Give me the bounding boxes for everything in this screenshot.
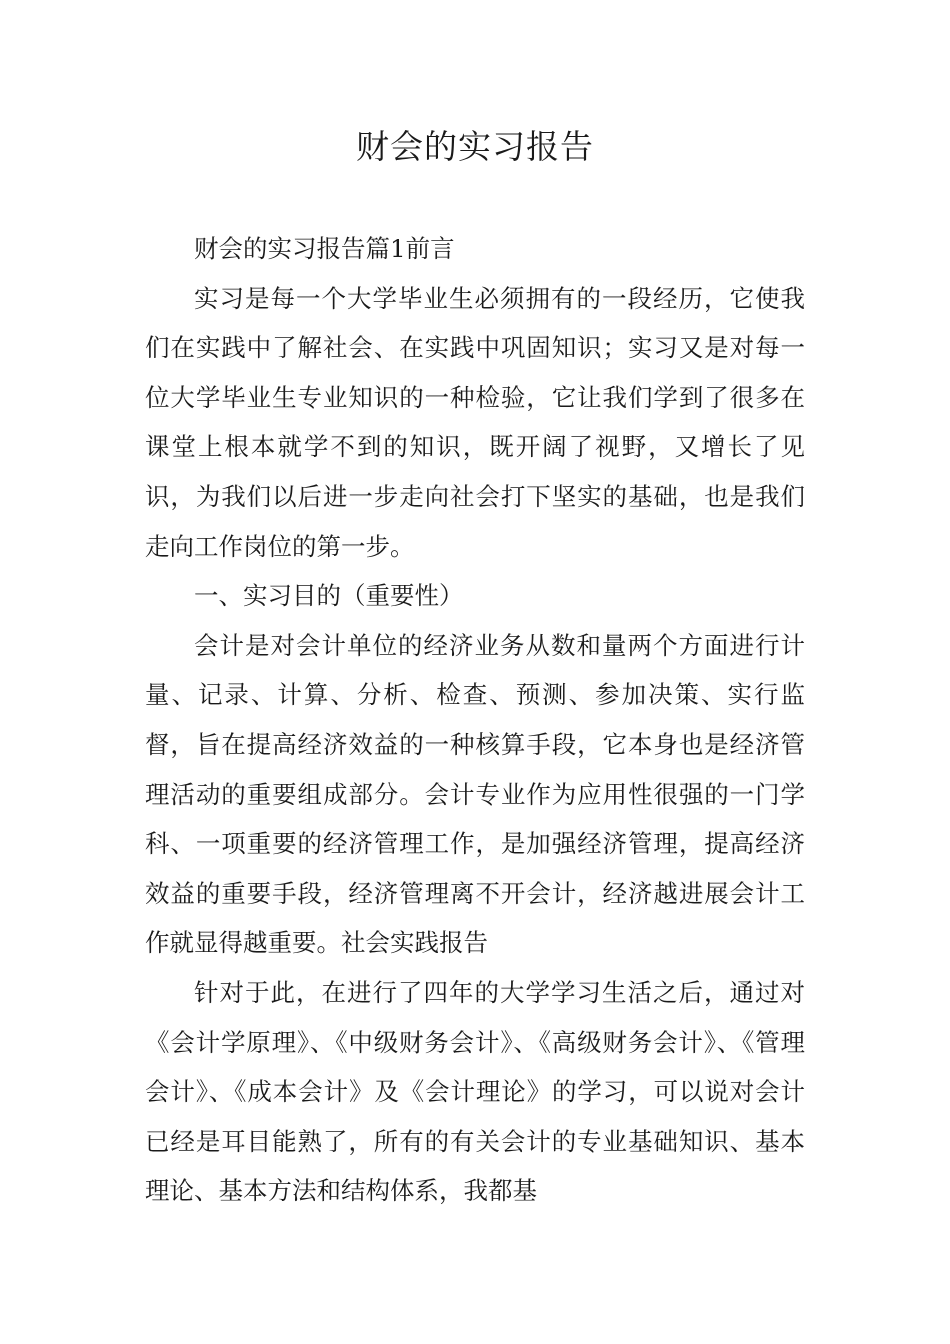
document-title: 财会的实习报告 xyxy=(356,127,594,166)
paragraph-accounting-definition: 会计是对会计单位的经济业务从数和量两个方面进行计量、记录、计算、分析、检查、预测、参加决策、实行监督，旨在提高经济效益的一种核算手段，它本身也是经济管理活动的重要组成部分。会计专业作为应用性很强的一门学科、一项重要的经济管理工作，是加强经济管理，提高经济效益的重要手段，经济管理离不开会计，经济越进展会计工作就显得越重要。社会实践报告 xyxy=(145,630,805,958)
paragraph-study-summary: 针对于此，在进行了四年的大学学习生活之后，通过对《会计学原理》、《中级财务会计》、《高级财务会计》、《管理会计》、《成本会计》及《会计理论》的学习，可以说对会计已经是耳目能熟了，所有的有关会计的专业基础知识、基本理论、基本方法和结构体系，我都基 xyxy=(145,977,805,1206)
document-body xyxy=(145,224,805,1216)
paragraph-section-heading: 一、实习目的（重要性） xyxy=(194,581,464,611)
paragraph-preface: 实习是每一个大学毕业生必须拥有的一段经历，它使我们在实践中了解社会、在实践中巩固知识；实习又是对每一位大学毕业生专业知识的一种检验，它让我们学到了很多在课堂上根本就学不到的知识，既开阔了视野，又增长了见识，为我们以后进一步走向社会打下坚实的基础，也是我们走向工作岗位的第一步。 xyxy=(145,283,805,561)
paragraph-heading-article: 财会的实习报告篇1前言 xyxy=(194,234,455,263)
